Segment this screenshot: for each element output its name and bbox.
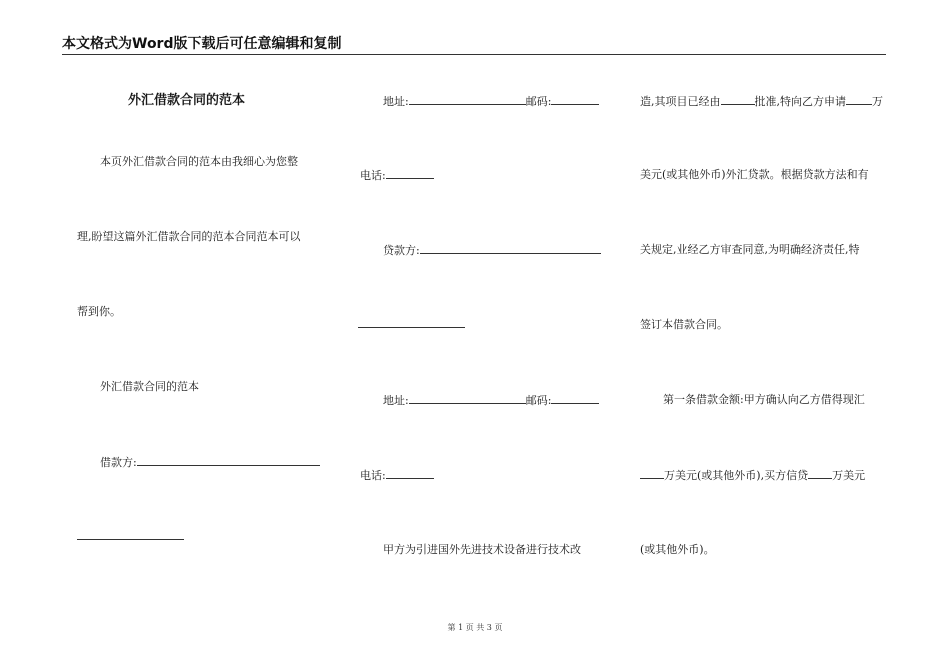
borrower-field: [100, 455, 320, 470]
approver-blank: [721, 94, 755, 105]
lender-field: [383, 243, 601, 258]
postcode2-label: 邮码:: [525, 394, 552, 407]
address2-field: [383, 393, 599, 408]
document-header: 本文格式为Word版下载后可任意编辑和复制: [62, 35, 886, 55]
col3-line-1c: 万: [872, 95, 883, 108]
document-title: 外汇借款合同的范本: [128, 93, 246, 108]
col3-line-1b: 批准,特向乙方申请: [754, 95, 846, 108]
address-label: 地址:: [383, 95, 409, 108]
postcode-blank: [551, 94, 599, 105]
phone-field: [360, 168, 434, 183]
borrower-label: 借款方:: [100, 456, 137, 469]
address-blank: [409, 94, 526, 105]
credit-amount-blank: [808, 468, 832, 479]
cash-amount-blank: [640, 468, 664, 479]
col3-line-7: (或其他外币)。: [640, 543, 715, 556]
col3-line-4: 签订本借款合同。: [640, 318, 728, 331]
lender-blank: [420, 243, 601, 254]
article-1: 第一条借款金额:甲方确认向乙方借得现汇: [663, 393, 865, 406]
col3-line-3: 关规定,业经乙方审查同意,为明确经济责任,特: [640, 243, 860, 256]
phone2-label: 电话:: [360, 469, 386, 482]
paragraph-start: 甲方为引进国外先进技术设备进行技术改: [383, 543, 581, 556]
address2-label: 地址:: [383, 394, 409, 407]
section-subtitle: 外汇借款合同的范本: [100, 380, 199, 393]
phone2-blank: [386, 468, 434, 479]
postcode2-blank: [551, 393, 599, 404]
lender-blank-line-2: [358, 327, 465, 328]
col3-line-6b: 万美元: [832, 469, 866, 482]
lender-label: 贷款方:: [383, 244, 420, 257]
borrower-blank: [137, 455, 320, 466]
postcode-label: 邮码:: [525, 95, 552, 108]
page-footer: 第 1 页 共 3 页: [447, 623, 503, 632]
col3-line-6: [640, 468, 865, 483]
address-field: [383, 94, 599, 109]
address2-blank: [409, 393, 526, 404]
phone-label: 电话:: [360, 169, 386, 182]
phone2-field: [360, 468, 434, 483]
col3-line-6a: 万美元(或其他外币),买方信贷: [664, 469, 809, 482]
col3-line-2: 美元(或其他外币)外汇贷款。根据贷款方法和有: [640, 168, 869, 181]
amount-blank: [846, 94, 872, 105]
intro-line-1: 本页外汇借款合同的范本由我细心为您整: [100, 155, 298, 168]
intro-line-3: 帮到你。: [77, 305, 121, 318]
col3-line-1a: 造,其项目已经由: [640, 95, 721, 108]
phone-blank: [386, 168, 434, 179]
borrower-blank-line-2: [77, 539, 184, 540]
intro-line-2: 理,盼望这篇外汇借款合同的范本合同范本可以: [77, 230, 301, 243]
col3-line-1: [640, 94, 883, 109]
